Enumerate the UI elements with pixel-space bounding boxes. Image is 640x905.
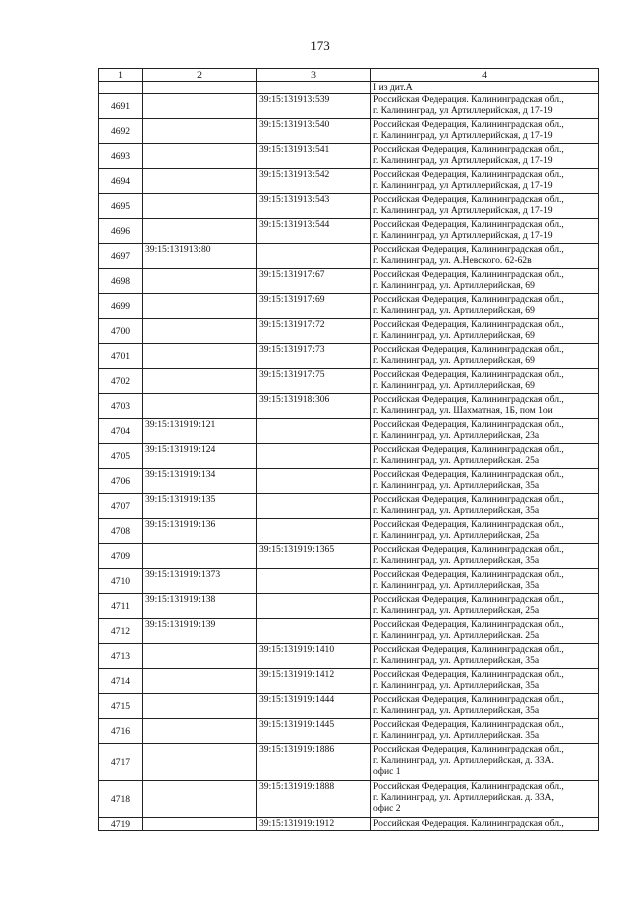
- cell-number: 4696: [99, 219, 143, 244]
- table-row: [99, 169, 599, 194]
- address-line: Российская Федерация, Калининградская обл.,: [373, 719, 564, 730]
- cell-object-cadastral: 39:15:131917:73: [257, 344, 371, 369]
- address-line: г. Калининград, ул Артиллерийская, д 17-19: [373, 105, 553, 116]
- cell-object-cadastral: 39:15:131919:1444: [257, 694, 371, 719]
- table-row: [99, 494, 599, 519]
- cell-address: [371, 669, 599, 694]
- cell-land-cadastral: [143, 144, 257, 169]
- table-row: [99, 244, 599, 269]
- cell-object-cadastral: 39:15:131919:1445: [257, 719, 371, 744]
- table-row: [99, 594, 599, 619]
- table-row: [99, 781, 599, 818]
- cell-land-cadastral: [143, 394, 257, 419]
- address-line: г. Калининград, ул. Артиллерийская, 69: [373, 380, 535, 391]
- address-line: г. Калининград, ул. Артиллерийская. д. 33А,: [373, 792, 554, 803]
- cell-number: 4703: [99, 394, 143, 419]
- table-row: [99, 719, 599, 744]
- address-line: г. Калининград, ул. Артиллерийская. 25а: [373, 455, 540, 466]
- address-line: г. Калининград, ул. Артиллерийская, 35а: [373, 680, 540, 691]
- table-row: [99, 444, 599, 469]
- cell-land-cadastral: 39:15:131919:139: [143, 619, 257, 644]
- cell-object-cadastral: 39:15:131919:1886: [257, 744, 371, 781]
- address-line: г. Калининград, ул. А.Невского. 62-62в: [373, 255, 532, 266]
- cell-land-cadastral: [143, 644, 257, 669]
- table-row: [99, 394, 599, 419]
- cell-object-cadastral: 39:15:131917:69: [257, 294, 371, 319]
- cell-address: [371, 469, 599, 494]
- cell-object-cadastral: 39:15:131919:1412: [257, 669, 371, 694]
- cell-address: [371, 419, 599, 444]
- cell-land-cadastral: [143, 269, 257, 294]
- address-line: Российская Федерация, Калининградская обл.,: [373, 269, 564, 280]
- address-line: Российская Федерация, Калининградская обл.,: [373, 519, 564, 530]
- address-line: г. Калининград, ул. Артиллерийская, 35а: [373, 555, 540, 566]
- cell-number: 4712: [99, 619, 143, 644]
- address-line: г. Калининград, ул. Артиллерийская, 25а: [373, 530, 540, 541]
- cell-number: 4710: [99, 569, 143, 594]
- cell-land-cadastral: 39:15:131919:138: [143, 594, 257, 619]
- address-line: г. Калининград, ул. Артиллерийская, 35а: [373, 505, 540, 516]
- table-row: [99, 818, 599, 831]
- cell-land-cadastral: 39:15:131913:80: [143, 244, 257, 269]
- table-row: [99, 369, 599, 394]
- address-line: Российская Федерация, Калининградская обл.,: [373, 594, 564, 605]
- cell-object-cadastral: 39:15:131913:543: [257, 194, 371, 219]
- cell-object-cadastral: 39:15:131913:541: [257, 144, 371, 169]
- address-line: г. Калининград, ул Артиллерийская, д 17-19: [373, 230, 553, 241]
- cell-object-cadastral: [257, 594, 371, 619]
- cell-land-cadastral: 39:15:131919:136: [143, 519, 257, 544]
- cell-number: 4700: [99, 319, 143, 344]
- cell-number: 4715: [99, 694, 143, 719]
- cell-address: [371, 694, 599, 719]
- address-line: Российская Федерация, Калининградская обл.,: [373, 669, 564, 680]
- cell-number: 4695: [99, 194, 143, 219]
- address-line: г. Калининград, ул. Артиллерийская, 69: [373, 280, 535, 291]
- cell-address: [371, 744, 599, 781]
- address-line: г. Калининград, ул. Артиллерийская, 69: [373, 355, 535, 366]
- cell-object-cadastral: [257, 619, 371, 644]
- address-line: Российская Федерация, Калининградская обл.,: [373, 319, 564, 330]
- cell-address: [371, 169, 599, 194]
- cell-land-cadastral: [143, 319, 257, 344]
- table-row: [99, 294, 599, 319]
- address-line: г. Калининград, ул. Артиллерийская, д. 33А.: [373, 755, 554, 766]
- column-header: 2: [143, 69, 257, 82]
- address-line: г. Калининград, ул. Артиллерийская, 23а: [373, 430, 540, 441]
- address-line: Российская Федерация, Калининградская обл.,: [373, 544, 564, 555]
- cell-number: 4705: [99, 444, 143, 469]
- address-line: г. Калининград, ул Артиллерийская, д 17-19: [373, 155, 553, 166]
- address-line: г. Калининград, ул. Артиллерийская, 35а: [373, 705, 540, 716]
- cell-address: [371, 194, 599, 219]
- address-line: Российская Федерация, Калининградская обл.,: [373, 344, 564, 355]
- table-row: [99, 344, 599, 369]
- address-line: г. Калининград, ул Артиллерийская, д 17-19: [373, 180, 553, 191]
- cell-address: [371, 594, 599, 619]
- table-row: [99, 569, 599, 594]
- cell-object-cadastral: 39:15:131919:1912: [257, 818, 371, 831]
- cell-address: [371, 619, 599, 644]
- cell-number: 4698: [99, 269, 143, 294]
- header-row: [99, 69, 599, 82]
- cell-number: 4716: [99, 719, 143, 744]
- cell-address: [371, 344, 599, 369]
- table-row: [99, 319, 599, 344]
- address-line: Российская Федерация, Калининградская обл.,: [373, 744, 564, 755]
- cell-object-cadastral: 39:15:131919:1410: [257, 644, 371, 669]
- cell-object-cadastral: 39:15:131918:306: [257, 394, 371, 419]
- cell-number: 4697: [99, 244, 143, 269]
- cell-address: [371, 719, 599, 744]
- cell-address: [371, 319, 599, 344]
- address-line: Российская Федерация, Калининградская обл.,: [373, 369, 564, 380]
- cell-number: 4713: [99, 644, 143, 669]
- address-line: Российская Федерация, Калининградская обл.,: [373, 244, 564, 255]
- cell-land-cadastral: [143, 719, 257, 744]
- address-line: Российская Федерация, Калининградская обл.,: [373, 194, 564, 205]
- cell-number: 4719: [99, 818, 143, 831]
- table-row: [99, 744, 599, 781]
- cell-address: [371, 294, 599, 319]
- cell-address: [371, 781, 599, 818]
- table-row: [99, 469, 599, 494]
- cell-land-cadastral: [143, 344, 257, 369]
- cell-number: 4708: [99, 519, 143, 544]
- address-line: Российская Федерация, Калининградская обл.,: [373, 469, 564, 480]
- cell-number: 4702: [99, 369, 143, 394]
- address-line: Российская Федерация, Калининградская обл.,: [373, 569, 564, 580]
- address-line: Российская Федерация, Калининградская обл.,: [373, 619, 564, 630]
- address-line: г. Калининград, ул. Артиллерийская, 69: [373, 305, 535, 316]
- table-row: [99, 194, 599, 219]
- table-row: [99, 419, 599, 444]
- cell-address: [371, 544, 599, 569]
- address-line: г. Калининград, ул. Шахматная, 1Б, пом 1ои: [373, 405, 553, 416]
- cell-land-cadastral: [143, 544, 257, 569]
- table-row: [99, 619, 599, 644]
- column-header: 3: [257, 69, 371, 82]
- cell-number: 4717: [99, 744, 143, 781]
- table-row: [99, 669, 599, 694]
- cell-address: [371, 119, 599, 144]
- cell-object-cadastral: [257, 519, 371, 544]
- cell-land-cadastral: 39:15:131919:121: [143, 419, 257, 444]
- cell-address: [371, 644, 599, 669]
- cell-land-cadastral: [143, 119, 257, 144]
- cell-address: [371, 494, 599, 519]
- column-header: 4: [371, 69, 599, 82]
- cell-number: 4701: [99, 344, 143, 369]
- address-line: Российская Федерация, Калининградская обл.,: [373, 644, 564, 655]
- address-line: г. Калининград, ул. Артиллерийская, 35а: [373, 655, 540, 666]
- address-line: Российская Федерация, Калининградская обл.,: [373, 119, 564, 130]
- cell-land-cadastral: 39:15:131919:124: [143, 444, 257, 469]
- cell-object-cadastral: [257, 444, 371, 469]
- cell-address: [371, 369, 599, 394]
- address-line: Российская Федерация. Калининградская обл.,: [373, 94, 564, 105]
- address-line: Российская Федерация, Калининградская обл.,: [373, 144, 564, 155]
- table-row: [99, 219, 599, 244]
- table-row: [99, 644, 599, 669]
- cell-number: 4699: [99, 294, 143, 319]
- cell-number: 4693: [99, 144, 143, 169]
- continuation-row: [99, 82, 599, 94]
- cell-land-cadastral: [143, 694, 257, 719]
- address-line: г. Калининград, ул. Артиллерийская, 25а: [373, 605, 540, 616]
- cell-land-cadastral: [143, 818, 257, 831]
- cell-object-cadastral: 39:15:131913:540: [257, 119, 371, 144]
- cell-land-cadastral: [143, 169, 257, 194]
- table-row: [99, 119, 599, 144]
- table-row: [99, 144, 599, 169]
- page-number: 173: [310, 38, 330, 53]
- address-line: Российская Федерация, Калининградская обл.,: [373, 419, 564, 430]
- address-line: Российская Федерация. Калининградская обл.,: [373, 818, 564, 829]
- cell-object-cadastral: 39:15:131913:544: [257, 219, 371, 244]
- cell-address: [371, 219, 599, 244]
- cell-number: 4692: [99, 119, 143, 144]
- cell-land-cadastral: [143, 669, 257, 694]
- cell-land-cadastral: [143, 294, 257, 319]
- cell-object-cadastral: [257, 469, 371, 494]
- address-line: Российская Федерация, Калининградская обл.,: [373, 294, 564, 305]
- cell-number: 4707: [99, 494, 143, 519]
- address-line: г. Калининград, ул. Артиллерийская, 35а: [373, 580, 540, 591]
- cell-land-cadastral: [143, 194, 257, 219]
- cell-land-cadastral: [143, 369, 257, 394]
- cell-address: [371, 569, 599, 594]
- registry-table-body: [99, 69, 599, 831]
- cell-address: [371, 269, 599, 294]
- cell-object-cadastral: [257, 419, 371, 444]
- address-line: Российская Федерация, Калининградская обл.,: [373, 444, 564, 455]
- address-line: г. Калининград, ул. Артиллерийская. 25а: [373, 630, 540, 641]
- table-row: [99, 519, 599, 544]
- cell-object-cadastral: 39:15:131919:1888: [257, 781, 371, 818]
- cell-address: I из дит.А: [371, 82, 599, 94]
- address-line: г. Калининград, ул. Артиллерийская. 35а: [373, 730, 540, 741]
- cell-land-cadastral: [143, 744, 257, 781]
- cell-object-cadastral: 39:15:131917:75: [257, 369, 371, 394]
- address-line: Российская Федерация, Калининградская обл.,: [373, 781, 564, 792]
- cell-object-cadastral: [257, 494, 371, 519]
- cell-object-cadastral: [257, 569, 371, 594]
- cell-land-cadastral: 39:15:131919:135: [143, 494, 257, 519]
- cell-number: 4704: [99, 419, 143, 444]
- cell-object-cadastral: [257, 82, 371, 94]
- address-line: Российская Федерация, Калининградская обл.,: [373, 694, 564, 705]
- cell-object-cadastral: 39:15:131917:67: [257, 269, 371, 294]
- column-header: 1: [99, 69, 143, 82]
- cell-object-cadastral: 39:15:131913:539: [257, 94, 371, 119]
- table-row: [99, 269, 599, 294]
- registry-table: [98, 68, 599, 831]
- cell-land-cadastral: [143, 219, 257, 244]
- cell-address: [371, 444, 599, 469]
- cell-address: [371, 394, 599, 419]
- address-line: Российская Федерация, Калининградская обл.,: [373, 494, 564, 505]
- address-line: г. Калининград, ул Артиллерийская, д 17-19: [373, 205, 553, 216]
- cell-land-cadastral: 39:15:131919:134: [143, 469, 257, 494]
- cell-address: [371, 94, 599, 119]
- cell-object-cadastral: 39:15:131913:542: [257, 169, 371, 194]
- address-line: Российская Федерация, Калининградская обл.,: [373, 219, 564, 230]
- cell-object-cadastral: 39:15:131917:72: [257, 319, 371, 344]
- cell-number: 4718: [99, 781, 143, 818]
- cell-address: [371, 818, 599, 831]
- cell-land-cadastral: [143, 781, 257, 818]
- cell-object-cadastral: [257, 244, 371, 269]
- address-line: г. Калининград, ул. Артиллерийская, 35а: [373, 480, 540, 491]
- cell-address: [371, 519, 599, 544]
- address-line: офис 2: [373, 803, 401, 814]
- cell-land-cadastral: [143, 94, 257, 119]
- table-row: [99, 94, 599, 119]
- cell-number: 4709: [99, 544, 143, 569]
- cell-land-cadastral: 39:15:131919:1373: [143, 569, 257, 594]
- address-line: Российская Федерация, Калининградская обл.,: [373, 169, 564, 180]
- cell-address: [371, 144, 599, 169]
- cell-number: [99, 82, 143, 94]
- cell-number: 4711: [99, 594, 143, 619]
- cell-address: [371, 244, 599, 269]
- cell-object-cadastral: 39:15:131919:1365: [257, 544, 371, 569]
- address-line: офис 1: [373, 766, 401, 777]
- address-line: Российская Федерация, Калининградская обл.,: [373, 394, 564, 405]
- table-row: [99, 694, 599, 719]
- cell-number: 4694: [99, 169, 143, 194]
- table-row: [99, 544, 599, 569]
- address-line: г. Калининград, ул. Артиллерийская, 69: [373, 330, 535, 341]
- cell-number: 4691: [99, 94, 143, 119]
- cell-number: 4706: [99, 469, 143, 494]
- cell-land-cadastral: [143, 82, 257, 94]
- address-line: г. Калининград, ул Артиллерийская, д 17-19: [373, 130, 553, 141]
- cell-number: 4714: [99, 669, 143, 694]
